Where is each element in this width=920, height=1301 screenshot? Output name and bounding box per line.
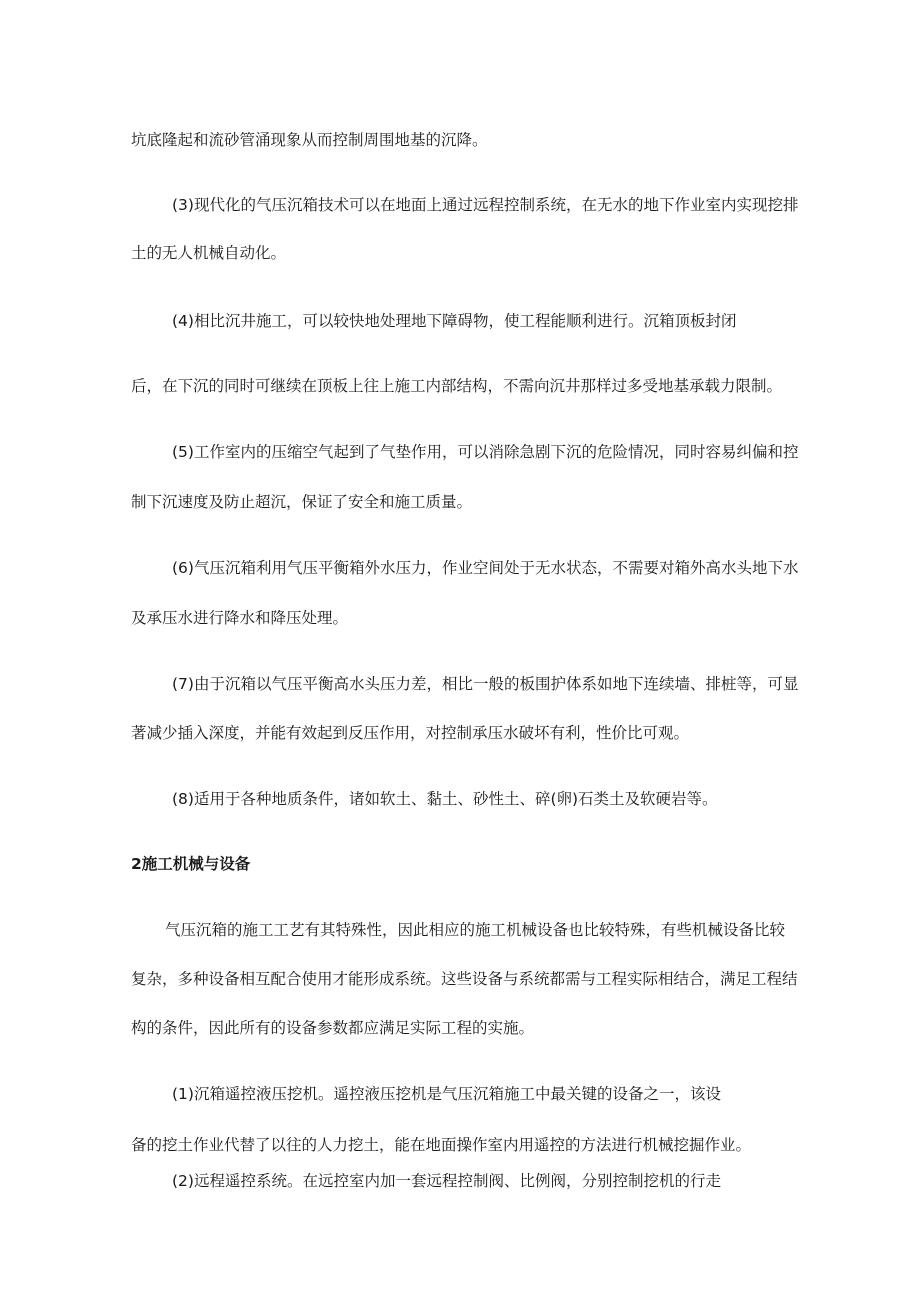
text-line-6: (5)工作室内的压缩空气起到了气垫作用，可以消除急剧下沉的危险情况，同时容易纠偏和控 <box>172 443 799 461</box>
text-line-12: (8)适用于各种地质条件，诸如软土、黏土、砂性土、碎(卵)石类土及软硬岩等。 <box>172 790 718 808</box>
text-line-1: 坑底隆起和流砂管涌现象从而控制周围地基的沉降。 <box>131 131 488 149</box>
text-line-10: (7)由于沉箱以气压平衡高水头压力差，相比一般的板围护体系如地下连续墙、排桩等，可显 <box>172 675 799 693</box>
text-line-18: (2)远程遥控系统。在远控室内加一套远程控制阀、比例阀，分别控制挖机的行走 <box>172 1172 721 1190</box>
text-line-7: 制下沉速度及防止超沉，保证了安全和施工质量。 <box>131 493 473 511</box>
text-line-13: 气压沉箱的施工工艺有其特殊性，因此相应的施工机械设备也比较特殊，有些机械设备比较 <box>165 921 786 939</box>
text-line-2: (3)现代化的气压沉箱技术可以在地面上通过远程控制系统，在无水的地下作业室内实现挖排 <box>172 196 799 214</box>
text-line-15: 构的条件，因此所有的设备参数都应满足实际工程的实施。 <box>131 1019 535 1037</box>
text-line-14: 复杂，多种设备相互配合使用才能形成系统。这些设备与系统都需与工程实际相结合，满足工程结 <box>131 970 798 988</box>
text-line-8: (6)气压沉箱利用气压平衡箱外水压力，作业空间处于无水状态，不需要对箱外高水头地下水 <box>172 559 799 577</box>
text-line-16: (1)沉箱遥控液压挖机。遥控液压挖机是气压沉箱施工中最关键的设备之一，该设 <box>172 1085 721 1103</box>
text-line-3: 土的无人机械自动化。 <box>131 244 287 262</box>
section-heading: 2施工机械与设备 <box>131 855 251 873</box>
text-line-17: 备的挖土作业代替了以往的人力挖土，能在地面操作室内用遥控的方法进行机械挖掘作业。 <box>131 1136 752 1154</box>
text-line-9: 及承压水进行降水和降压处理。 <box>131 609 349 627</box>
text-line-4: (4)相比沉井施工，可以较快地处理地下障碍物，使工程能顺利进行。沉箱顶板封闭 <box>172 312 737 330</box>
text-line-5: 后，在下沉的同时可继续在顶板上往上施工内部结构，不需向沉井那样过多受地基承载力限制。 <box>131 377 783 395</box>
text-line-11: 著减少插入深度，并能有效起到反压作用，对控制承压水破坏有利，性价比可观。 <box>131 724 690 742</box>
